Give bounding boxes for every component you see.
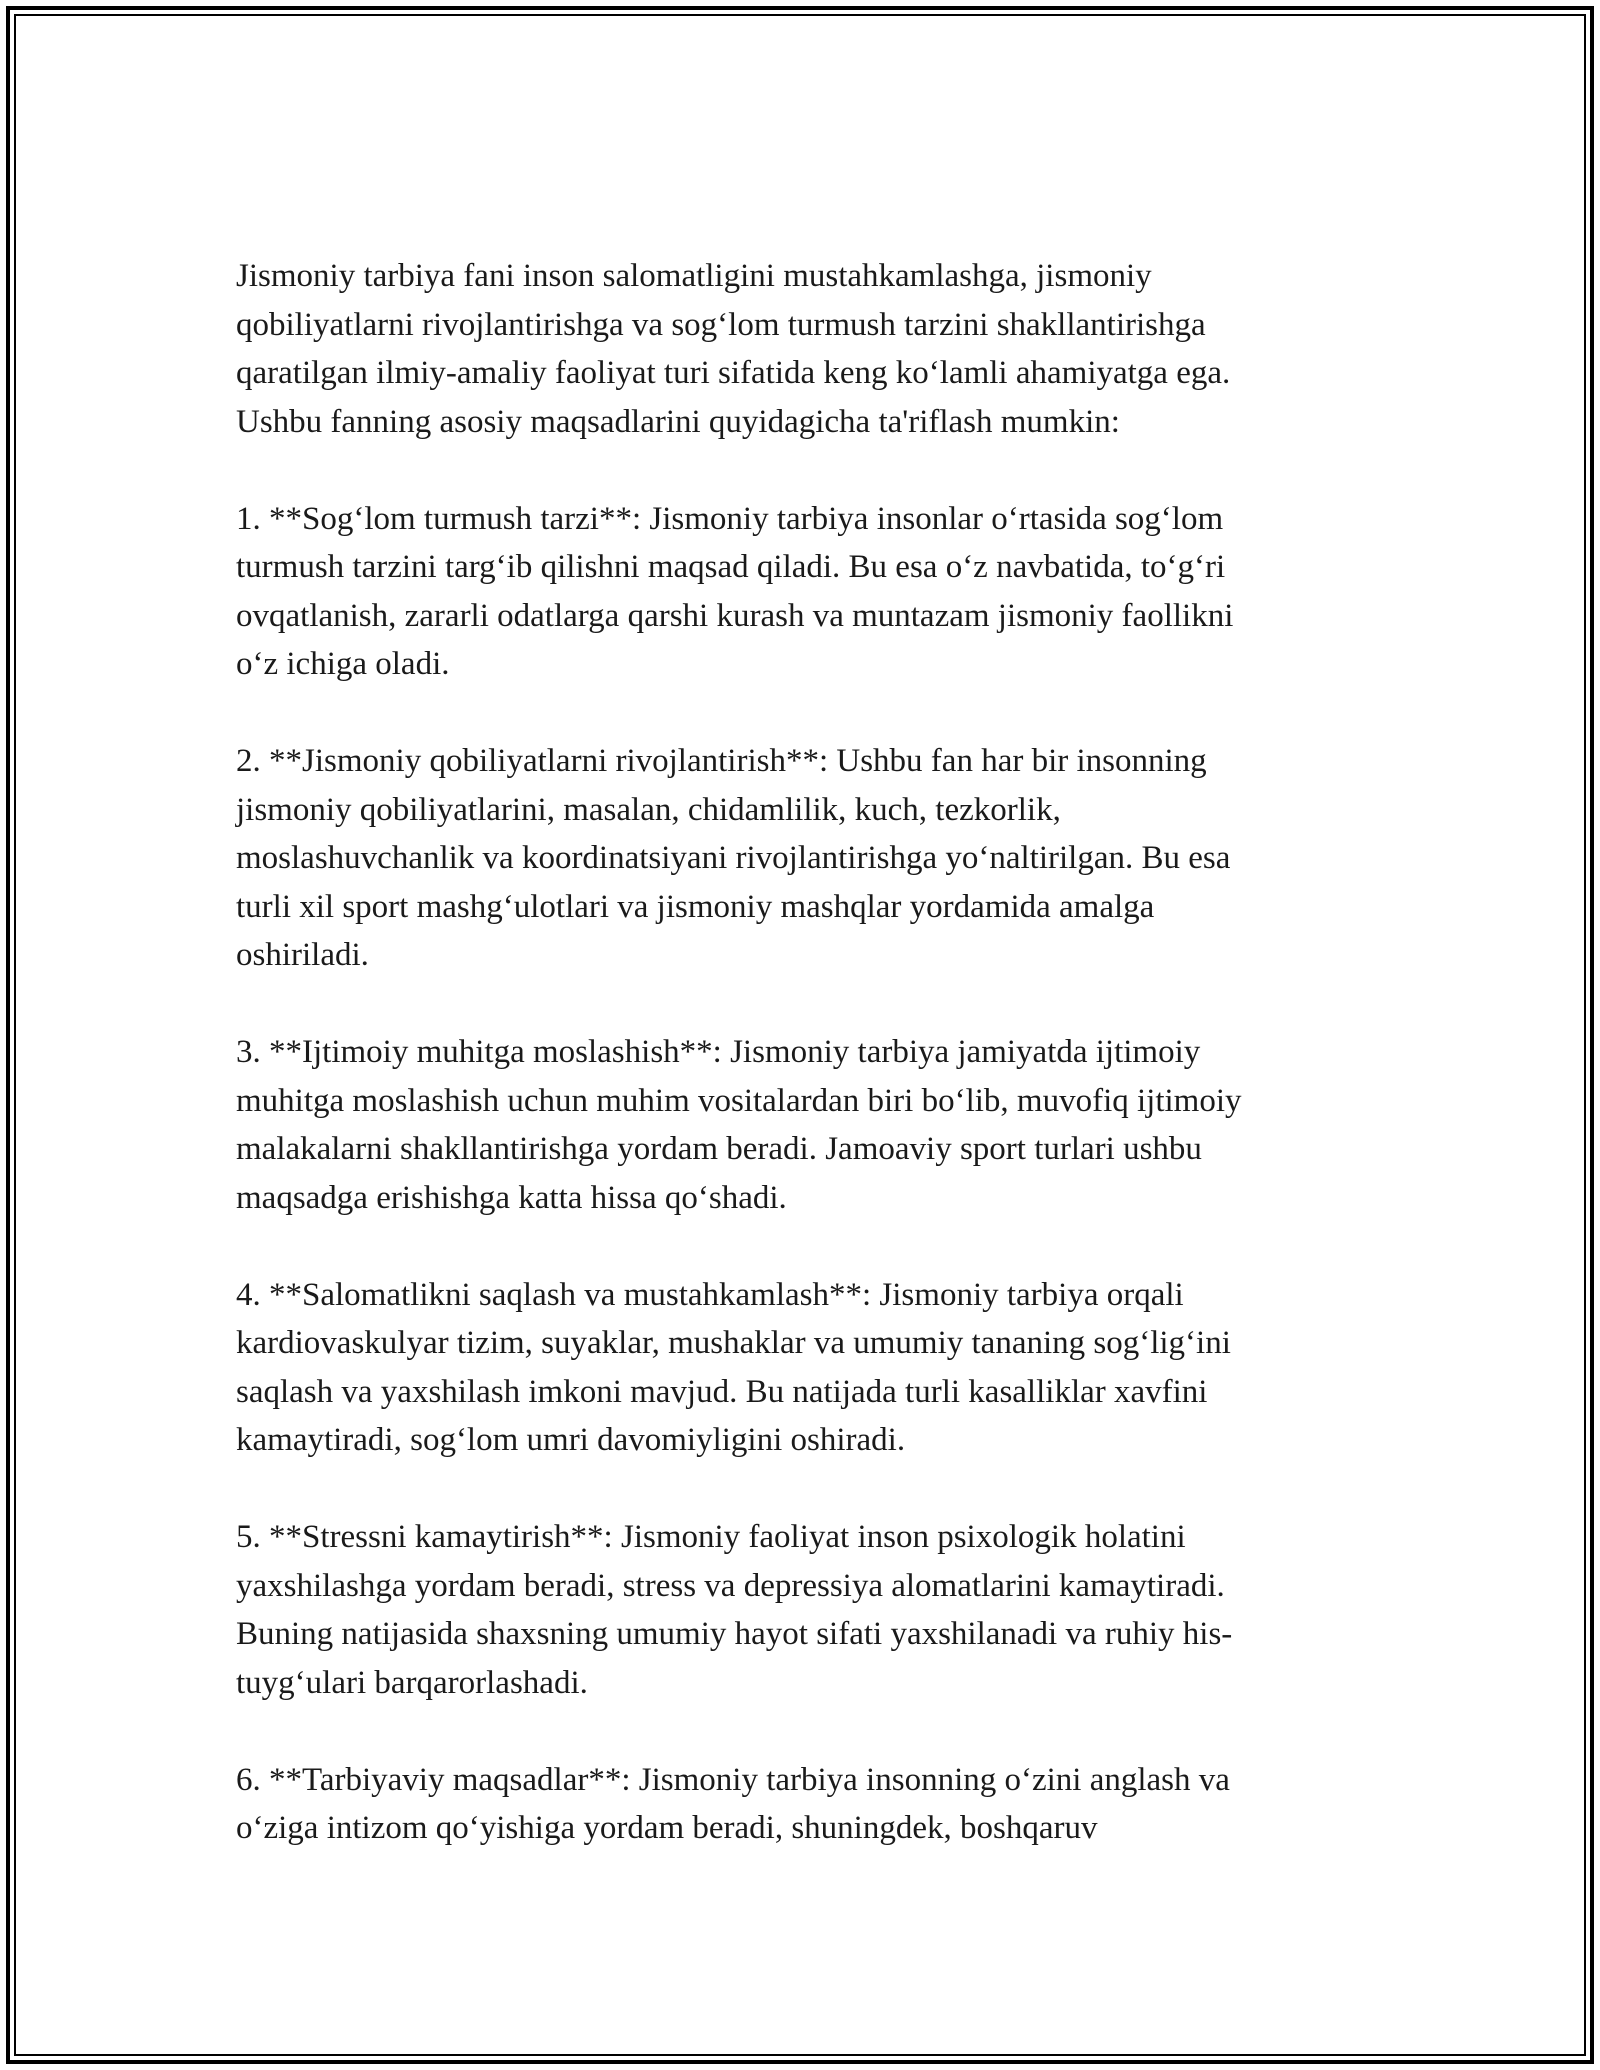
list-item-educational-goals: 6. **Tarbiyaviy maqsadlar**: Jismoniy tarbiya insonning o‘zini anglash va o‘ziga intizom qo‘yishiga yordam beradi, shuningdek, boshqaruv	[236, 1761, 1230, 1846]
list-item-social-adaptation: 3. **Ijtimoiy muhitga moslashish**: Jismoniy tarbiya jamiyatda ijtimoiy muhitga moslashish uchun muhim vositalardan biri bo‘lib, muvofiq ijtimoiy malakalarni shakllantirishga yordam beradi. Jamoaviy sport turlari ushbu maqsadga erishishga katta hissa qo‘shadi.	[236, 1034, 1242, 1216]
list-item-healthy-lifestyle: 1. **Sog‘lom turmush tarzi**: Jismoniy tarbiya insonlar o‘rtasida sog‘lom turmush tarzini targ‘ib qilishni maqsad qiladi. Bu esa o‘z navbatida, to‘g‘ri ovqatlanish, zararli odatlarga qarshi kurash va muntazam jismoniy faollikni o‘z ichiga oladi.	[236, 500, 1234, 682]
list-item-stress-reduction: 5. **Stressni kamaytirish**: Jismoniy faoliyat inson psixologik holatini yaxshilashga yordam beradi, stress va depressiya alomatlarini kamaytiradi. Buning natijasida shaxsning umumiy hayot sifati yaxshilanadi va ruhiy his- tuyg‘ulari barqarorlashadi.	[236, 1519, 1233, 1701]
document-body	[236, 252, 1366, 1853]
list-item-physical-abilities: 2. **Jismoniy qobiliyatlarni rivojlantirish**: Ushbu fan har bir insonning jismoniy qobiliyatlarini, masalan, chidamlilik, kuch, tezkorlik, moslashuvchanlik va koordinatsiyani rivojlantirishga yo‘naltirilgan. Bu esa turli xil sport mashg‘ulotlari va jismoniy mashqlar yordamida amalga oshiriladi.	[236, 743, 1231, 973]
list-item-health-preservation: 4. **Salomatlikni saqlash va mustahkamlash**: Jismoniy tarbiya orqali kardiovaskulyar tizim, suyaklar, mushaklar va umumiy tananing sog‘lig‘ini saqlash va yaxshilash imkoni mavjud. Bu natijada turli kasalliklar xavfini kamaytiradi, sog‘lom umri davomiyligini oshiradi.	[236, 1276, 1231, 1458]
intro-paragraph: Jismoniy tarbiya fani inson salomatligini mustahkamlashga, jismoniy qobiliyatlarni rivojlantirishga va sog‘lom turmush tarzini shakllantirishga qaratilgan ilmiy-amaliy faoliyat turi sifatida keng ko‘lamli ahamiyatga ega. Ushbu fanning asosiy maqsadlarini quyidagicha ta'riflash mumkin:	[236, 258, 1231, 440]
